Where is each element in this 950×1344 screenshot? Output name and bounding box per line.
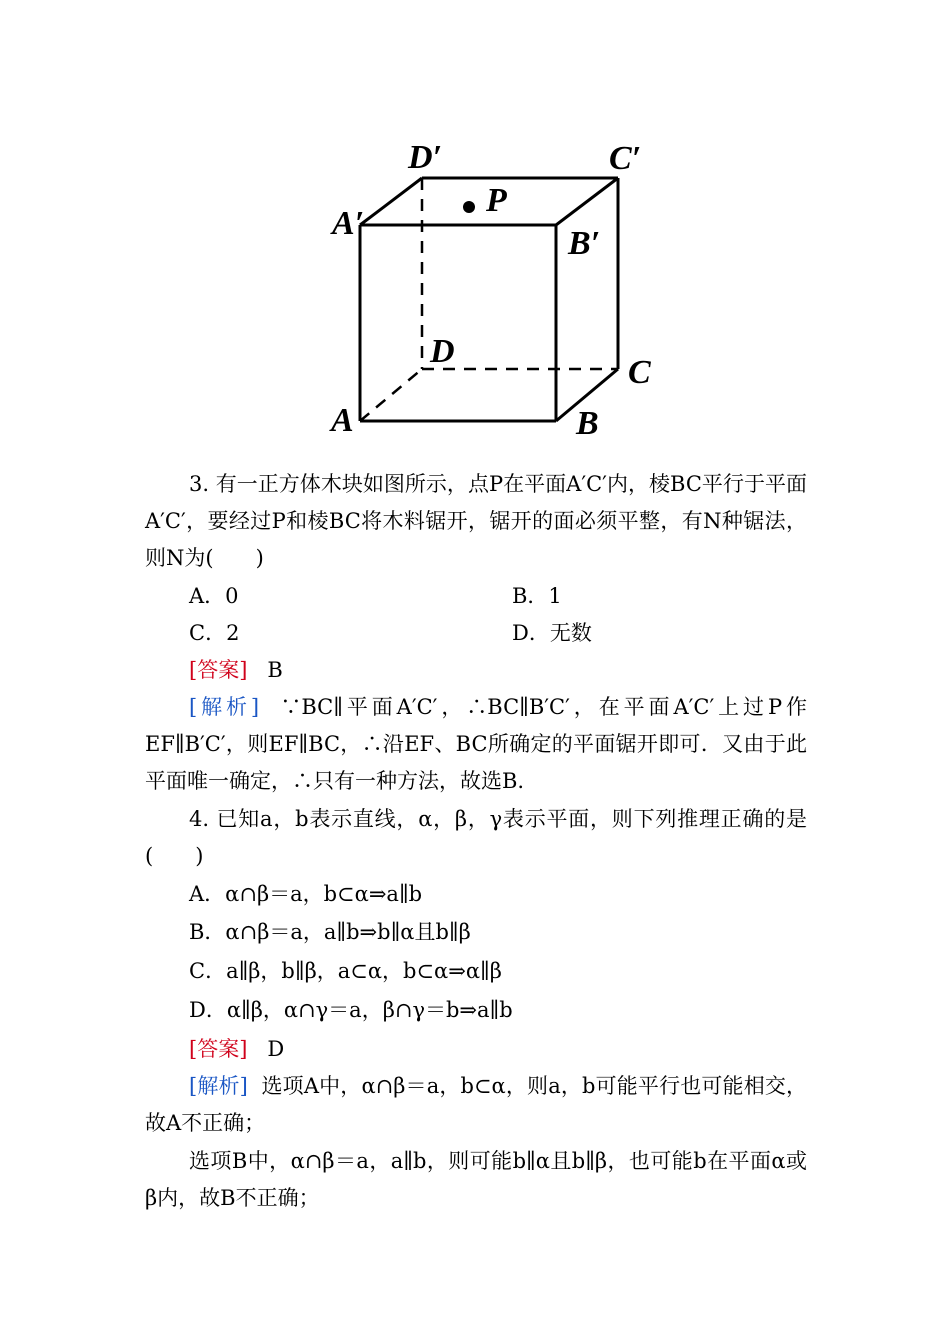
label-a: A bbox=[331, 402, 354, 439]
cube-figure bbox=[320, 135, 660, 445]
q4-answer: D bbox=[267, 1037, 285, 1061]
q3-option-d: D．无数 bbox=[512, 621, 592, 645]
q3-analysis-tag: [解析] bbox=[189, 695, 260, 719]
q4-option-d: D．α∥β，α∩γ＝a，β∩γ＝b⇒a∥b bbox=[189, 998, 513, 1022]
edge-aprime-dprime bbox=[360, 178, 422, 225]
q4-option-b: B．α∩β＝a，a∥b⇒b∥α且b∥β bbox=[189, 920, 471, 944]
label-c-prime: C′ bbox=[609, 140, 642, 177]
q3-option-c: C．2 bbox=[189, 621, 240, 645]
q4-analysis-1 bbox=[145, 1068, 807, 1142]
label-d-prime: D′ bbox=[408, 139, 443, 176]
q4-analysis-tag: [解析] bbox=[189, 1074, 248, 1098]
label-b: B bbox=[576, 405, 599, 442]
q3-analysis-text: ∵BC∥平面A′C′，∴BC∥B′C′，在平面A′C′上过P作EF∥B′C′，则EF∥BC，∴沿EF、BC所确定的平面锯开即可．又由于此平面唯一确定，∴只有一种方法，故选B. bbox=[145, 695, 808, 793]
label-d: D bbox=[430, 333, 455, 370]
q4-answer-tag: [答案] bbox=[189, 1037, 248, 1061]
q4-stem: 4. 已知a，b表示直线，α，β，γ表示平面，则下列推理正确的是( ) bbox=[145, 807, 807, 868]
q4-option-c: C．a∥β，b∥β，a⊂α，b⊂α⇒α∥β bbox=[189, 959, 502, 983]
label-b-prime: B′ bbox=[568, 225, 601, 262]
q4-analysis-text-1: 选项A中，α∩β＝a，b⊂α，则a，b可能平行也可能相交，故A不正确； bbox=[145, 1074, 808, 1135]
q3-option-a: A．0 bbox=[189, 584, 239, 608]
label-a-prime: A′ bbox=[332, 205, 365, 242]
q3-answer-tag: [答案] bbox=[189, 658, 248, 682]
q3-analysis bbox=[145, 689, 807, 800]
q4-analysis-2: 选项B中，α∩β＝a，a∥b，则可能b∥α且b∥β，也可能b在平面α或β内，故B不正确； bbox=[145, 1149, 807, 1210]
q3-option-b: B．1 bbox=[512, 584, 562, 608]
q4-option-a: A．α∩β＝a，b⊂α⇒a∥b bbox=[189, 882, 423, 906]
label-p: P bbox=[486, 182, 507, 219]
q4-answer-line bbox=[189, 1031, 284, 1068]
q3-answer-line bbox=[189, 652, 283, 689]
label-c: C bbox=[628, 354, 651, 391]
hidden-edge-a-d bbox=[360, 369, 422, 421]
point-p bbox=[463, 201, 475, 213]
q3-answer: B bbox=[267, 658, 283, 682]
q3-stem: 3. 有一正方体木块如图所示，点P在平面A′C′内，棱BC平行于平面A′C′，要经过P和棱BC将木料锯开，锯开的面必须平整，有N种锯法，则N为( ) bbox=[145, 472, 807, 570]
edge-bprime-cprime bbox=[556, 178, 618, 225]
